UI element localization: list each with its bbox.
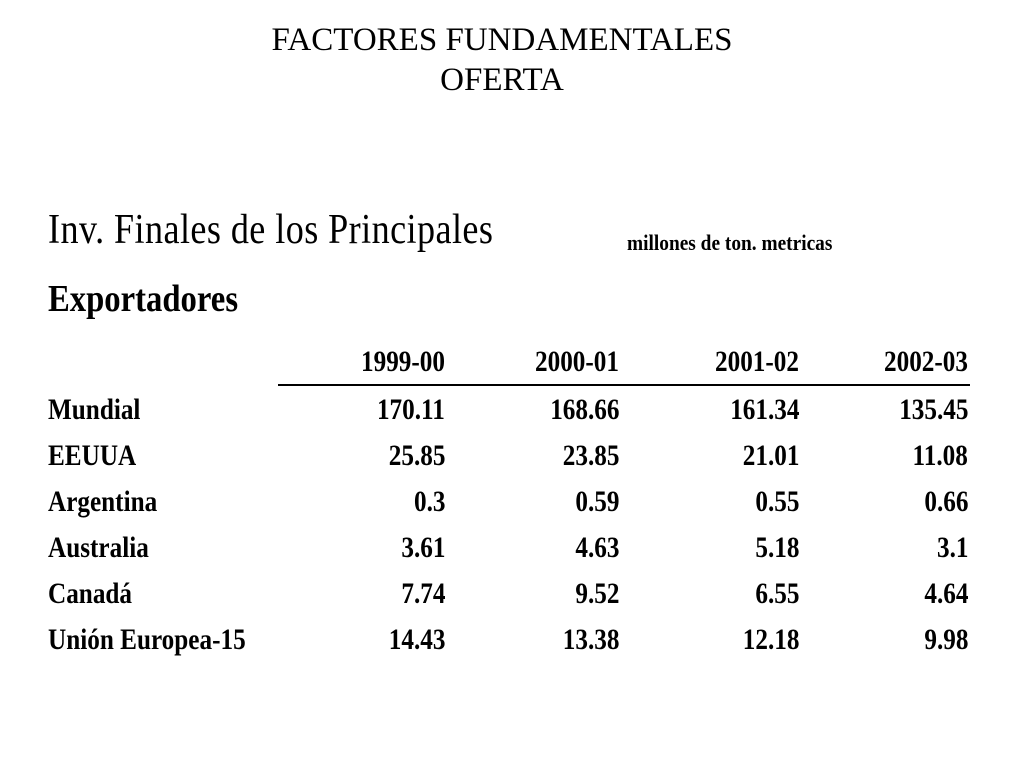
table-subtitle-bold: Exportadores [48,278,239,320]
table-row [48,434,970,480]
table-row [48,388,970,434]
table-subtitle: Inv. Finales de los Principales [48,207,494,253]
table-cell: 3.61 [400,531,445,564]
table-cell: 23.85 [562,439,619,472]
table-row [48,572,970,618]
slide-title [0,20,1004,100]
table-cell: 9.52 [574,577,619,610]
table-cell: 4.63 [574,531,619,564]
title-line-1: FACTORES FUNDAMENTALES [271,22,733,58]
table-row [48,526,970,572]
table-cell: 0.66 [923,485,968,518]
row-label: EEUUA [48,439,137,472]
title-line-2: OFERTA [440,62,564,98]
column-header: 2001-02 [715,345,799,378]
column-header: 2002-03 [884,345,968,378]
table-cell: 6.55 [754,577,799,610]
table-cell: 25.85 [388,439,445,472]
row-label: Argentina [48,485,158,518]
units-note: millones de ton. metricas [627,230,833,255]
table-cell: 21.01 [742,439,799,472]
table-cell: 0.55 [754,485,799,518]
table-cell: 11.08 [912,439,968,472]
table-cell: 161.34 [729,393,799,426]
column-header: 1999-00 [361,345,445,378]
table-cell: 13.38 [562,623,619,656]
table-cell: 7.74 [400,577,445,610]
row-label: Canadá [48,577,133,610]
inventory-table [48,340,970,664]
row-label: Unión Europea-15 [48,623,246,656]
table-cell: 9.98 [923,623,968,656]
table-cell: 0.3 [413,485,445,518]
table-cell: 5.18 [754,531,799,564]
table-cell: 3.1 [936,531,968,564]
table-cell: 12.18 [742,623,799,656]
table-cell: 0.59 [574,485,619,518]
table-header-row [48,340,970,384]
table-cell: 170.11 [377,393,445,426]
table-cell: 135.45 [898,393,968,426]
column-header: 2000-01 [535,345,619,378]
table-cell: 4.64 [923,577,968,610]
table-cell: 14.43 [388,623,445,656]
table-cell: 168.66 [549,393,619,426]
row-label: Mundial [48,393,141,426]
table-row [48,618,970,664]
header-divider [278,384,970,386]
table-row [48,480,970,526]
row-label: Australia [48,531,149,564]
